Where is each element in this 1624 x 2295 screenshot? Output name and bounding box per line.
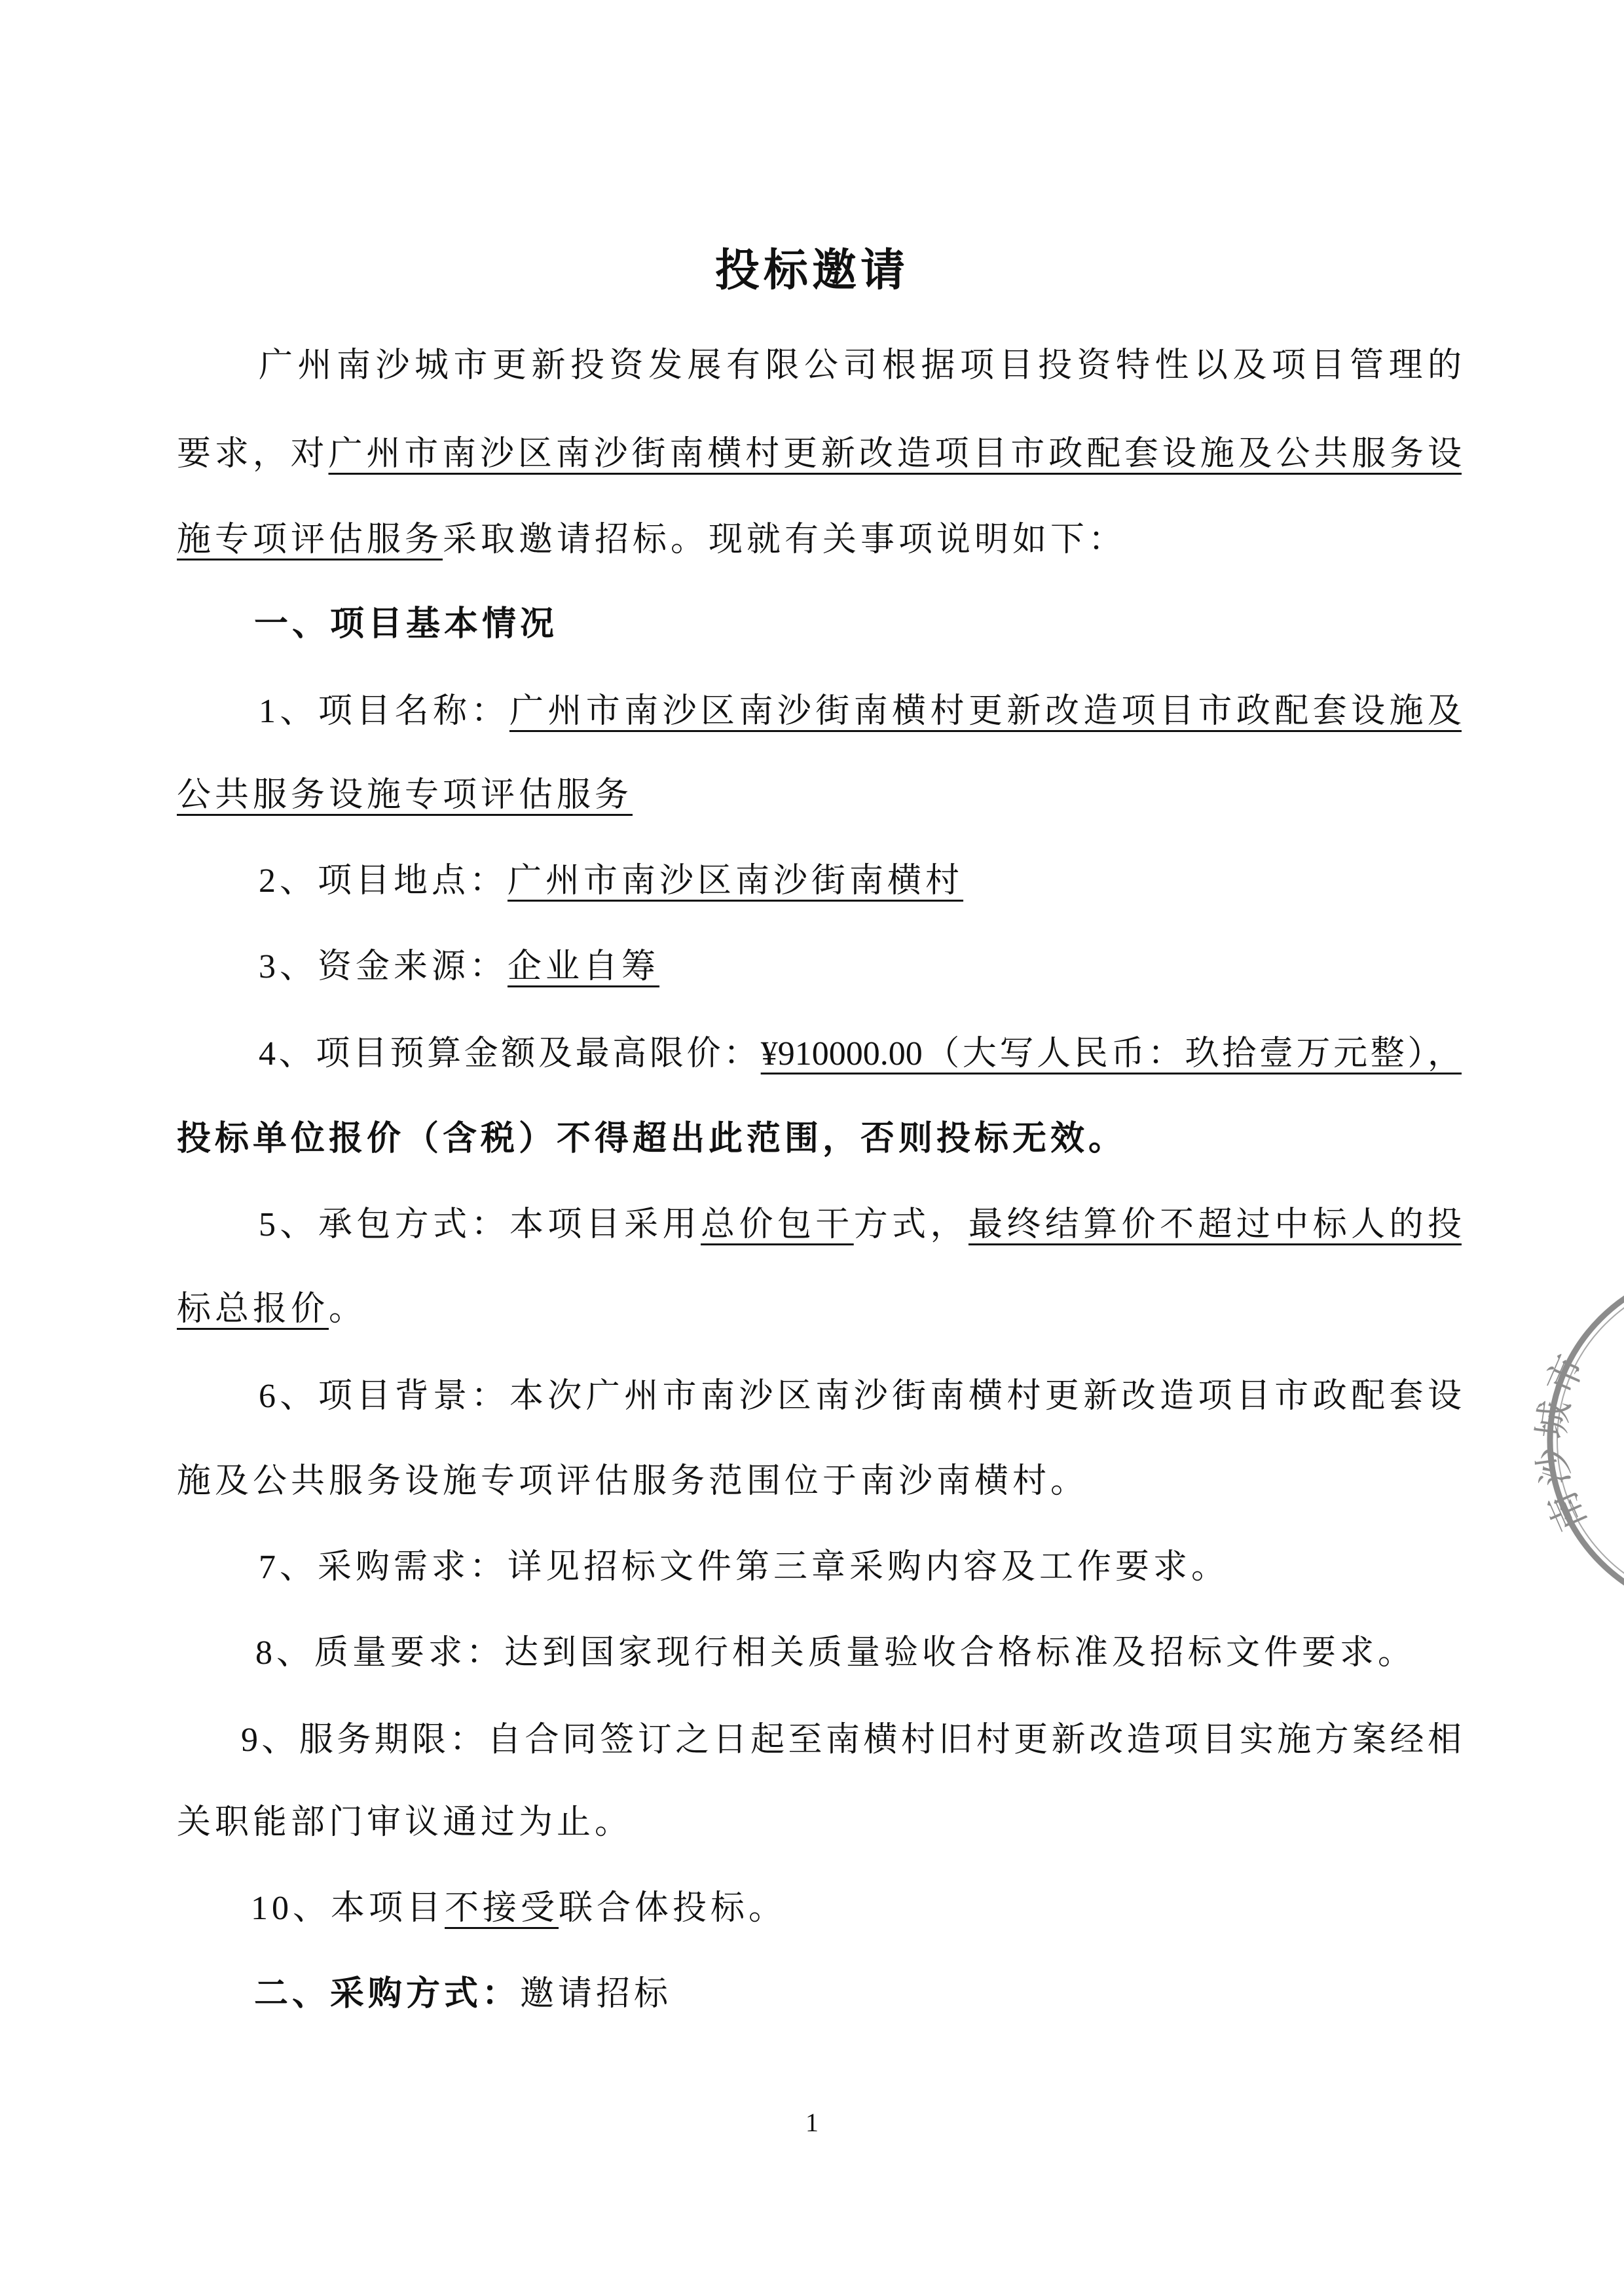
company-seal — [1506, 1231, 1624, 1624]
item-label: 质量要求： — [314, 1634, 505, 1672]
item-label: 项目背景： — [318, 1378, 509, 1415]
item-3 — [259, 944, 659, 990]
project-name-underlined: 施专项评估服务 — [177, 521, 443, 559]
item-5-line-1 — [259, 1202, 1462, 1248]
item-number: 8、 — [255, 1634, 315, 1672]
item-label: 项目地点： — [318, 862, 508, 900]
item-value-underlined: 标总报价 — [177, 1291, 329, 1328]
item-text: 本项目 — [331, 1890, 445, 1927]
item-8 — [255, 1630, 1416, 1676]
item-2 — [259, 858, 963, 904]
item-label: 承包方式： — [318, 1206, 509, 1243]
item-6-line-2 — [177, 1459, 1088, 1505]
item-text: 关职能部门审议通过为止。 — [177, 1804, 633, 1841]
item-9-line-2 — [177, 1800, 633, 1846]
item-10 — [251, 1886, 786, 1932]
document-title: 投标邀请 — [714, 246, 909, 295]
item-value-underlined: 广州市南沙区南沙街南横村更新改造项目市政配套设施及 — [509, 693, 1462, 730]
page-number: 1 — [805, 2108, 819, 2137]
item-number: 3、 — [259, 948, 318, 985]
item-number: 9、 — [241, 1721, 299, 1759]
item-label: 资金来源： — [318, 948, 508, 985]
project-name-underlined: 广州市南沙区南沙街南横村更新改造项目市政配套设施及公共服务设 — [328, 435, 1462, 473]
item-value-underlined: 最终结算价不超过中标人的投 — [968, 1206, 1462, 1243]
item-6-line-1 — [259, 1374, 1462, 1420]
item-number: 1、 — [259, 693, 318, 730]
item-number: 5、 — [259, 1206, 318, 1243]
section-2-heading: 二、采购方式： — [254, 1975, 521, 2013]
item-1-line-1 — [259, 689, 1462, 735]
seal-text: 南沙城市 — [1530, 1344, 1595, 1537]
item-number: 7、 — [259, 1549, 318, 1586]
item-text: 本项目采用 — [509, 1206, 701, 1243]
item-number: 2、 — [259, 862, 318, 900]
intro-line-1 — [259, 343, 1462, 389]
item-text: 本次广州市南沙区南沙街南横村更新改造项目市政配套设 — [509, 1378, 1462, 1415]
item-text: 自合同签订之日起至南横村旧村更新改造项目实施方案经相 — [487, 1721, 1462, 1759]
item-label: 采购需求： — [318, 1549, 508, 1586]
item-text: 。 — [329, 1291, 367, 1328]
item-text: 达到国家现行相关质量验收合格标准及招标文件要求。 — [504, 1634, 1416, 1672]
intro-text: 采取邀请招标。现就有关事项说明如下： — [443, 521, 1127, 559]
section-2-value: 邀请招标 — [520, 1975, 673, 2013]
item-text: 施及公共服务设施专项评估服务范围位于南沙南横村。 — [177, 1463, 1089, 1500]
item-4-line-1 — [259, 1031, 1462, 1077]
item-value-underlined: 不接受 — [445, 1890, 559, 1927]
item-1-line-2 — [177, 773, 633, 818]
seal-lettering — [1530, 1344, 1595, 1537]
item-label: 项目预算金额及最高限价： — [316, 1035, 761, 1073]
item-9-line-1 — [241, 1717, 1462, 1763]
item-label: 项目名称： — [318, 693, 509, 730]
item-number: 4、 — [259, 1035, 316, 1073]
intro-text: 要求，对 — [177, 435, 329, 473]
item-text: 详见招标文件第三章采购内容及工作要求。 — [507, 1549, 1230, 1586]
section-2 — [254, 1972, 672, 2017]
item-label: 服务期限： — [299, 1721, 488, 1759]
item-value-underlined: 广州市南沙区南沙街南横村 — [507, 862, 964, 900]
item-value-underlined: 企业自筹 — [507, 948, 660, 985]
section-1-heading: 一、项目基本情况 — [254, 606, 559, 643]
intro-line-2 — [177, 431, 1462, 477]
seal-outer-ring — [1550, 1268, 1624, 1613]
budget-amount: ¥910000.00（大写人民币：玖拾壹万元整）， — [760, 1035, 1462, 1073]
item-text: 方式， — [853, 1206, 969, 1243]
intro-text: 广州南沙城市更新投资发展有限公司根据项目投资特性以及项目管理的 — [259, 347, 1462, 384]
item-number: 6、 — [259, 1378, 318, 1415]
item-text: 联合体投标。 — [559, 1890, 787, 1927]
item-7 — [259, 1545, 1229, 1590]
item-5-line-2 — [177, 1287, 367, 1332]
intro-line-3 — [177, 517, 1126, 563]
item-value-underlined: 总价包干 — [701, 1206, 854, 1243]
item-4-note: 投标单位报价（含税）不得超出此范围，否则投标无效。 — [177, 1120, 1127, 1158]
item-value-underlined: 公共服务设施专项评估服务 — [177, 777, 633, 814]
item-number: 10、 — [251, 1890, 331, 1927]
